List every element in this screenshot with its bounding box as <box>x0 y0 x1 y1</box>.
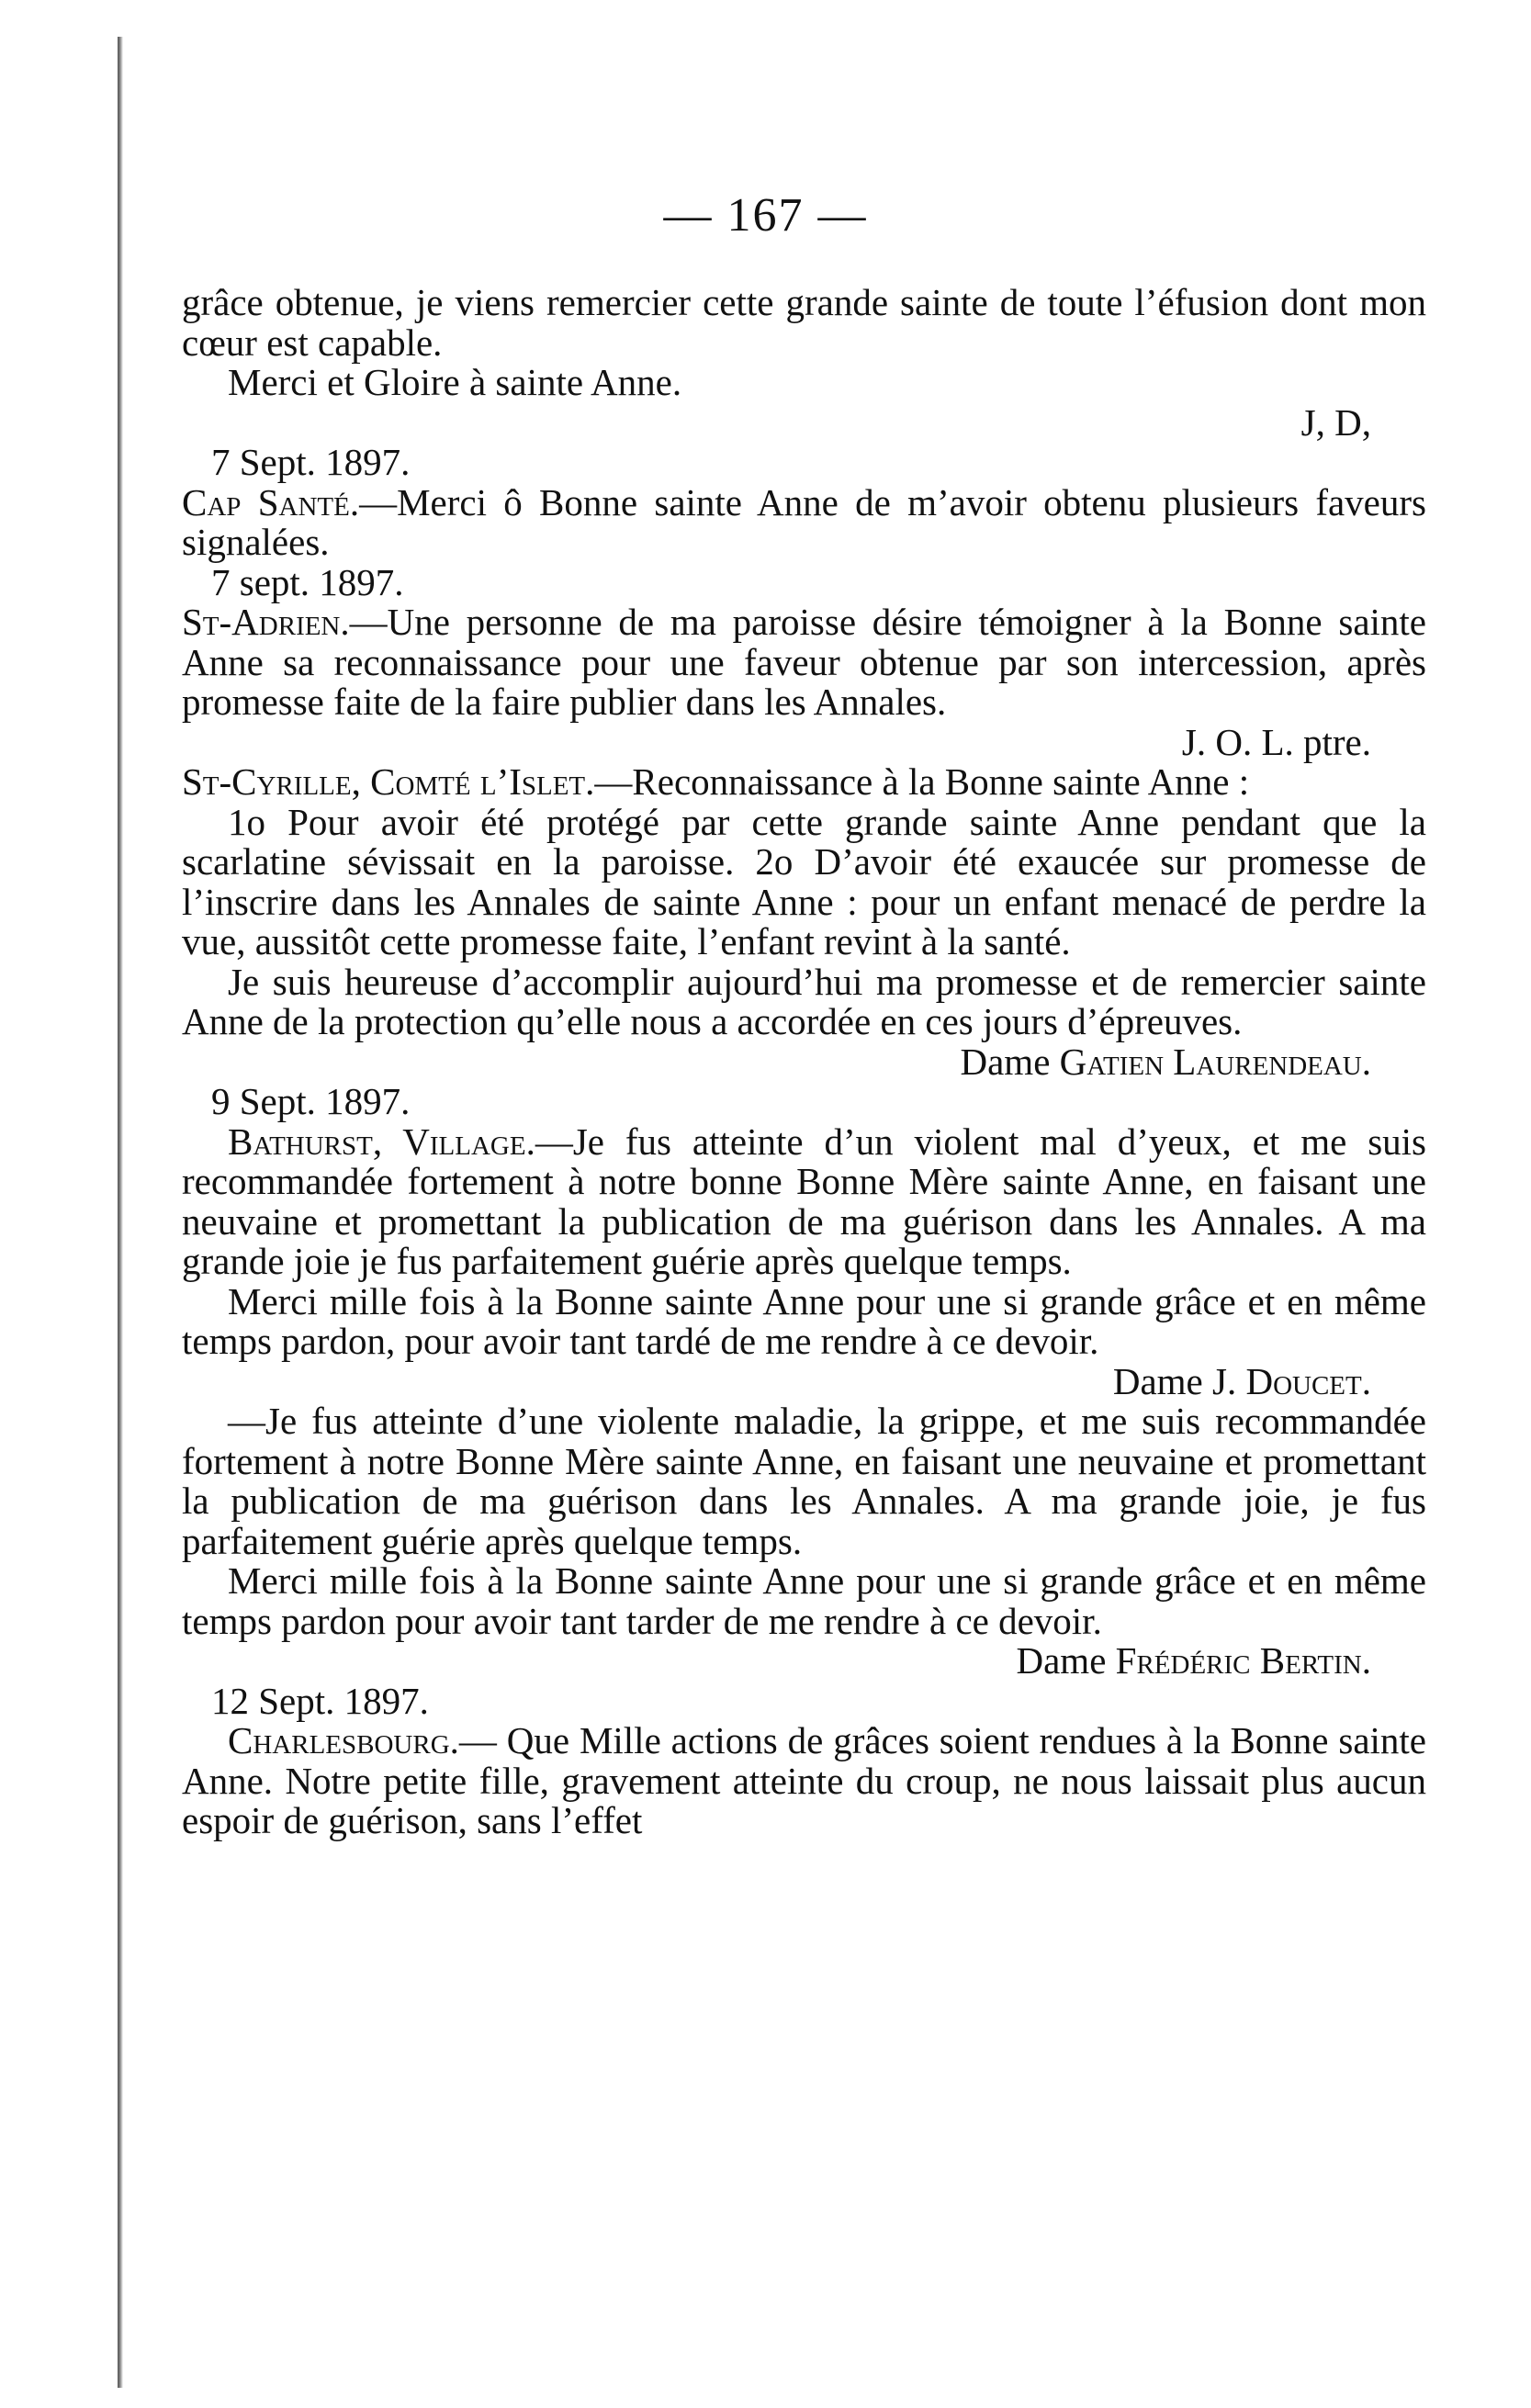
entry-paragraph: Charlesbourg.— Que Mille actions de grâces soient rendues à la Bonne sainte Anne. Notre petite fille, gravement atteinte du croup, ne nous laissait plus aucun espoir de guérison, sans l’effet <box>182 1719 1426 1841</box>
entry-date: 7 sept. 1897. <box>211 560 404 603</box>
page-body <box>182 283 1426 1841</box>
place-name: Bathurst, Village. <box>228 1120 535 1163</box>
paragraph: 1o Pour avoir été protégé par cette grande sainte Anne pendant que la scarlatine sévissait en la paroisse. 2o D’avoir été exaucée sur promesse de l’inscrire dans les Annales de sainte Anne : pour un enfant menacé de perdre la vue, aussitôt cette promesse faite, l’enfant revint à la santé. <box>182 800 1426 962</box>
entry-paragraph: St-Cyrille, Comté l’Islet.—Reconnaissance à la Bonne sainte Anne : <box>182 760 1250 803</box>
signature: J. O. L. ptre. <box>1181 720 1371 763</box>
paragraph: Merci et Gloire à sainte Anne. <box>228 361 682 403</box>
signature: J, D, <box>1300 400 1371 444</box>
paragraph: grâce obtenue, je viens remercier cette grande sainte de toute l’éfusion dont mon cœur est capable. <box>182 281 1426 364</box>
entry-paragraph: Cap Santé.—Merci ô Bonne sainte Anne de m’avoir obtenu plusieurs faveurs signalées. <box>182 480 1426 563</box>
entry-date: 9 Sept. 1897. <box>211 1080 411 1122</box>
paragraph: Je suis heureuse d’accomplir aujourd’hui ma promesse et de remercier sainte Anne de la protection qu’elle nous a accordée en ces jours d’épreuves. <box>182 960 1426 1042</box>
signature: Dame Frédéric Bertin. <box>1016 1639 1371 1682</box>
place-name: St-Adrien. <box>182 601 350 643</box>
entry-date: 12 Sept. 1897. <box>211 1679 429 1722</box>
paragraph: Merci mille fois à la Bonne sainte Anne pour une si grande grâce et en même temps pardon pour avoir tant tarder de me rendre à ce devoir. <box>182 1559 1426 1642</box>
page-number: — 167 — <box>663 189 868 242</box>
entry-paragraph: St-Adrien.—Une personne de ma paroisse désire témoigner à la Bonne sainte Anne sa reconnaissance pour une faveur obtenue par son intercession, après promesse faite de la faire publier dans les Annales. <box>182 601 1426 723</box>
paragraph: Merci mille fois à la Bonne sainte Anne pour une si grande grâce et en même temps pardon, pour avoir tant tardé de me rendre à ce devoir. <box>182 1279 1426 1362</box>
signature: Dame J. Doucet. <box>1112 1359 1371 1402</box>
place-name: Cap Santé. <box>182 480 360 523</box>
entry-paragraph: Bathurst, Village.—Je fus atteinte d’un violent mal d’yeux, et me suis recommandée fortement à notre bonne Bonne Mère sainte Anne, en faisant une neuvaine et promettant la publication de ma guérison dans les Annales. A ma grande joie je fus parfaitement guérie après quelque temps. <box>182 1120 1426 1282</box>
signature: Dame Gatien Laurendeau. <box>960 1040 1371 1083</box>
page-left-edge <box>118 37 123 2388</box>
place-name: Charlesbourg. <box>228 1719 459 1761</box>
paragraph: —Je fus atteinte d’une violente maladie, la grippe, et me suis recommandée fortement à notre Bonne Mère sainte Anne, en faisant une neuvaine et promettant la publication de ma guérison dans les Annales. A ma grande joie, je fus parfaitement guérie après quelque temps. <box>182 1400 1426 1562</box>
place-name: St-Cyrille, Comté l’Islet. <box>182 760 595 803</box>
entry-date: 7 Sept. 1897. <box>211 441 411 483</box>
